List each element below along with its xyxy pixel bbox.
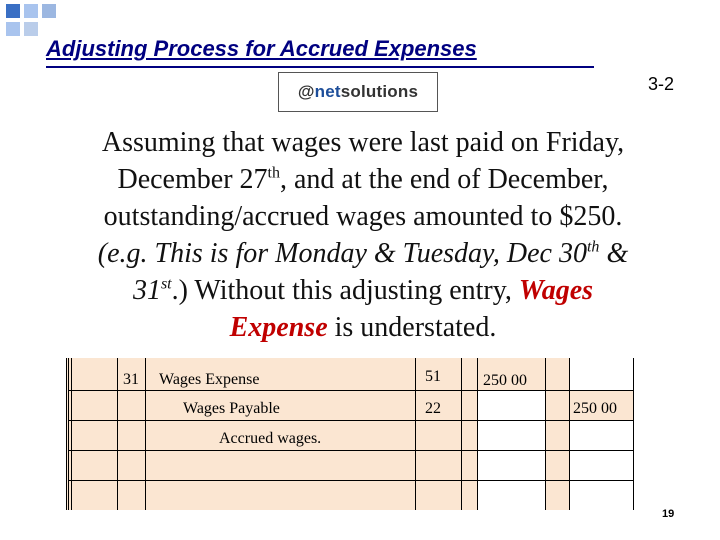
title-underline [46,66,594,68]
column-rule [545,358,546,510]
credit-post-ref: 22 [425,400,441,417]
corner-square [42,4,56,18]
corner-square [6,22,20,36]
column-rule [117,358,118,510]
row-rule [69,420,633,421]
netsolutions-logo [278,72,438,112]
credit-amount: 250 00 [573,400,617,417]
logo-text [298,82,418,102]
body-line-2-post: , and at the end of December, [279,164,609,195]
debit-account: Wages Expense [159,371,260,388]
entry-explanation: Accrued wages. [219,430,322,447]
body-line-6-post: is understated. [327,312,497,343]
body-emphasis-expense: Expense [229,312,328,343]
body-line-2-sup: th [267,164,280,182]
body-line-5-sup: st [160,275,172,293]
body-line-1: Assuming that wages were last paid on Friday, [101,127,625,158]
column-rule [145,358,146,510]
body-line-4-pre: (e.g. This is for Monday & Tuesday, Dec 30 [97,238,587,269]
slide-label: 3-2 [648,74,675,94]
body-line-2-pre: December 27 [117,164,268,195]
credit-blank-cell [569,420,633,510]
body-line-5-italic [133,275,172,306]
body-line-4-sup: th [586,238,600,256]
debit-amount: 250 00 [483,372,527,389]
body-line-5-mid: .) Without this adjusting entry, [171,275,519,306]
entry-date: 31 [123,371,139,388]
body-line-5-pre: 31 [132,275,161,306]
logo-suffix: solutions [340,82,419,101]
row-rule [69,450,633,451]
logo-at: @ [297,82,315,101]
row-rule [69,480,633,481]
column-rule [415,358,416,510]
column-rule [569,358,570,510]
corner-square [6,4,20,18]
credit-account: Wages Payable [183,400,280,417]
journal-entry-table [66,358,634,510]
body-line-4 [98,238,628,269]
page-number: 19 [662,508,675,520]
slide-title: Adjusting Process for Accrued Expenses [46,36,477,61]
body-line-3: outstanding/accrued wages amounted to $250. [103,201,623,232]
body-paragraph [40,124,686,346]
row-rule [69,390,633,391]
body-line-4-post: & [599,238,629,269]
debit-post-ref: 51 [425,368,441,385]
logo-prefix: net [314,82,341,101]
credit-blank-cell [569,358,633,390]
corner-square [24,4,38,18]
column-rule [477,358,478,510]
column-rule [71,358,72,510]
column-rule [461,358,462,510]
body-emphasis-wages: Wages [518,275,594,306]
corner-square [24,22,38,36]
